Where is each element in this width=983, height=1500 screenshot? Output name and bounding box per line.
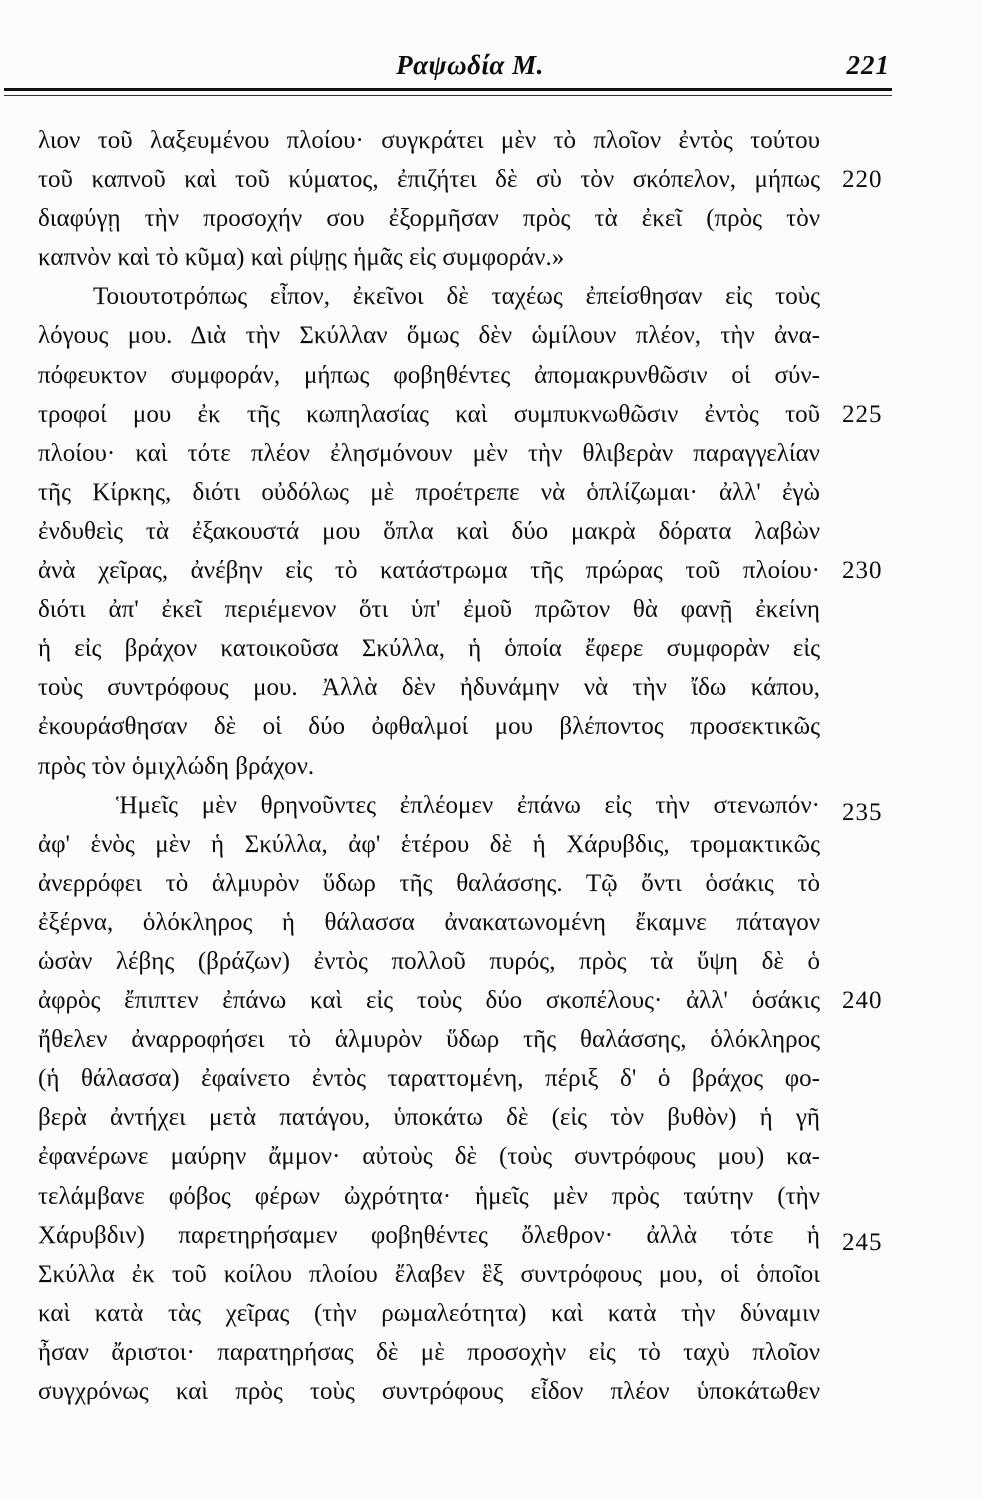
line-row — [38, 434, 918, 473]
line-text: Χάρυβδιν) παρετηρήσαμεν φοβηθέντες ὄλεθρον· ἀλλὰ τότε ἡ — [38, 1221, 820, 1249]
line-text: ἤθελεν ἀναρροφήσει τὸ ἁλμυρὸν ὕδωρ τῆς θαλάσσης, ὁλόκληρος — [38, 1026, 820, 1054]
line-row — [38, 864, 918, 903]
line-text: Σκύλλα ἐκ τοῦ κοίλου πλοίου ἔλαβεν ἓξ συντρόφους μου, οἱ ὁποῖοι — [38, 1260, 820, 1288]
line-row — [38, 1294, 918, 1333]
line-text: τῆς Κίρκης, διότι οὐδόλως μὲ προέτρεπε νὰ ὁπλίζωμαι· ἀλλ' ἐγὼ — [38, 478, 820, 506]
line-text: συγχρόνως καὶ πρὸς τοὺς συντρόφους εἶδον πλέον ὑποκάτωθεν — [38, 1378, 820, 1405]
line-text: βερὰ ἀντήχει μετὰ πατάγου, ὑποκάτω δὲ (εἰς τὸν βυθὸν) ἡ γῆ — [38, 1104, 820, 1132]
line-row — [38, 395, 918, 434]
line-text: λιον τοῦ λαξευμένου πλοίου· συγκράτει μὲν τὸ πλοῖον ἐντὸς τούτου — [38, 127, 820, 154]
page-body — [38, 121, 918, 1411]
line-text: ἦσαν ἄριστοι· παρατηρήσας δὲ μὲ προσοχὴν εἰς τὸ ταχὺ πλοῖον — [38, 1338, 820, 1366]
line-row — [38, 1059, 918, 1098]
line-text: ἡ εἰς βράχον κατοικοῦσα Σκύλλα, ἡ ὁποία ἔφερε συμφορὰν εἰς — [38, 635, 820, 663]
line-text: καὶ κατὰ τὰς χεῖρας (τὴν ρωμαλεότητα) καὶ κατὰ τὴν δύναμιν — [38, 1299, 820, 1327]
line-text: ἐφανέρωνε μαύρην ἄμμον· αὐτοὺς δὲ (τοὺς συντρόφους μου) κα- — [38, 1143, 820, 1171]
line-row — [38, 1020, 918, 1059]
line-row — [38, 1177, 918, 1216]
line-text: πλοίου· καὶ τότε πλέον ἐλησμόνουν μὲν τὴν θλιβερὰν παραγγελίαν — [38, 439, 820, 467]
line-text: τροφοί μου ἐκ τῆς κωπηλασίας καὶ συμπυκνωθῶσιν ἐντὸς τοῦ — [38, 400, 820, 428]
line-text: ἀφρὸς ἔπιπτεν ἐπάνω καὶ εἰς τοὺς δύο σκοπέλους· ἀλλ' ὁσάκις — [38, 987, 820, 1015]
line-row — [38, 590, 918, 629]
line-row — [38, 121, 918, 160]
line-text: ὡσὰν λέβης (βράζων) ἐντὸς πολλοῦ πυρός, πρὸς τὰ ὕψη δὲ ὁ — [38, 947, 820, 975]
line-row — [38, 747, 918, 786]
line-row — [38, 903, 918, 942]
verse-number: 230 — [842, 557, 883, 585]
verse-number: 235 — [842, 798, 883, 826]
running-head-title: Ραψωδία Μ. — [396, 50, 544, 80]
header-rule — [4, 88, 892, 91]
line-text: τελάμβανε φόβος φέρων ὠχρότητα· ἡμεῖς μὲν πρὸς ταύτην (τὴν — [38, 1182, 820, 1210]
verse-number: 220 — [842, 166, 883, 194]
header-rule-thin — [4, 95, 892, 96]
line-row — [38, 629, 918, 668]
line-row — [38, 1372, 918, 1411]
line-row — [38, 551, 918, 590]
line-row — [38, 1216, 918, 1255]
line-text: ἐξέρνα, ὁλόκληρος ἡ θάλασσα ἀνακατωνομένη ἔκαμνε πάταγον — [38, 908, 820, 936]
line-text: πρὸς τὸν ὁμιχλώδη βράχον. — [38, 752, 315, 780]
line-text: διότι ἀπ' ἐκεῖ περιέμενον ὅτι ὑπ' ἐμοῦ πρῶτον θὰ φανῇ ἐκείνη — [38, 596, 820, 624]
verse-number: 245 — [842, 1228, 883, 1256]
line-row — [38, 1098, 918, 1137]
line-row — [38, 1137, 918, 1176]
line-row — [38, 473, 918, 512]
line-row — [38, 277, 918, 316]
line-text: Τοιουτοτρόπως εἶπον, ἐκεῖνοι δὲ ταχέως ἐπείσθησαν εἰς τοὺς — [93, 283, 820, 311]
line-text: ἀνὰ χεῖρας, ἀνέβην εἰς τὸ κατάστρωμα τῆς πρώρας τοῦ πλοίου· — [38, 557, 820, 585]
line-row — [38, 942, 918, 981]
line-text: πόφευκτον συμφοράν, μήπως φοβηθέντες ἀπομακρυνθῶσιν οἱ σύν- — [38, 361, 820, 389]
line-row — [38, 1333, 918, 1372]
line-row — [38, 668, 918, 707]
line-text: ἀνερρόφει τὸ ἁλμυρὸν ὕδωρ τῆς θαλάσσης. Τῷ ὄντι ὁσάκις τὸ — [38, 869, 820, 897]
line-text: διαφύγῃ τὴν προσοχήν σου ἐξορμῆσαν πρὸς τὰ ἐκεῖ (πρὸς τὸν — [38, 205, 820, 233]
verse-number: 240 — [842, 987, 883, 1015]
line-row — [38, 825, 918, 864]
line-row — [38, 316, 918, 355]
line-text: τοῦ καπνοῦ καὶ τοῦ κύματος, ἐπιζήτει δὲ σὺ τὸν σκόπελον, μήπως — [38, 166, 820, 194]
page-number: 221 — [846, 50, 890, 80]
line-text: ἐκουράσθησαν δὲ οἱ δύο ὀφθαλμοί μου βλέποντος προσεκτικῶς — [38, 713, 820, 741]
line-text: ἀφ' ἑνὸς μὲν ἡ Σκύλλα, ἀφ' ἑτέρου δὲ ἡ Χάρυβδις, τρομακτικῶς — [38, 830, 820, 858]
line-row — [38, 512, 918, 551]
line-text: τοὺς συντρόφους μου. Ἀλλὰ δὲν ἠδυνάμην νὰ τὴν ἴδω κάπου, — [38, 674, 820, 702]
line-row — [38, 160, 918, 199]
line-row — [38, 786, 918, 825]
line-text: (ἡ θάλασσα) ἐφαίνετο ἐντὸς ταραττομένη, πέριξ δ' ὁ βράχος φο- — [38, 1065, 820, 1093]
line-text: Ἡμεῖς μὲν θρηνοῦντες ἐπλέομεν ἐπάνω εἰς τὴν στενωπόν· — [116, 791, 820, 819]
line-row — [38, 238, 918, 277]
verse-number: 225 — [842, 400, 883, 428]
line-text: ἐνδυθεὶς τὰ ἐξακουστά μου ὅπλα καὶ δύο μακρὰ δόρατα λαβὼν — [38, 517, 820, 545]
line-text: λόγους μου. Διὰ τὴν Σκύλλαν ὅμως δὲν ὡμίλουν πλέον, τὴν ἀνα- — [38, 322, 820, 350]
line-row — [38, 199, 918, 238]
line-row — [38, 981, 918, 1020]
line-row — [38, 356, 918, 395]
line-text: καπνὸν καὶ τὸ κῦμα) καὶ ρίψῃς ἡμᾶς εἰς συμφοράν.» — [38, 244, 565, 272]
line-row — [38, 707, 918, 746]
line-row — [38, 1255, 918, 1294]
